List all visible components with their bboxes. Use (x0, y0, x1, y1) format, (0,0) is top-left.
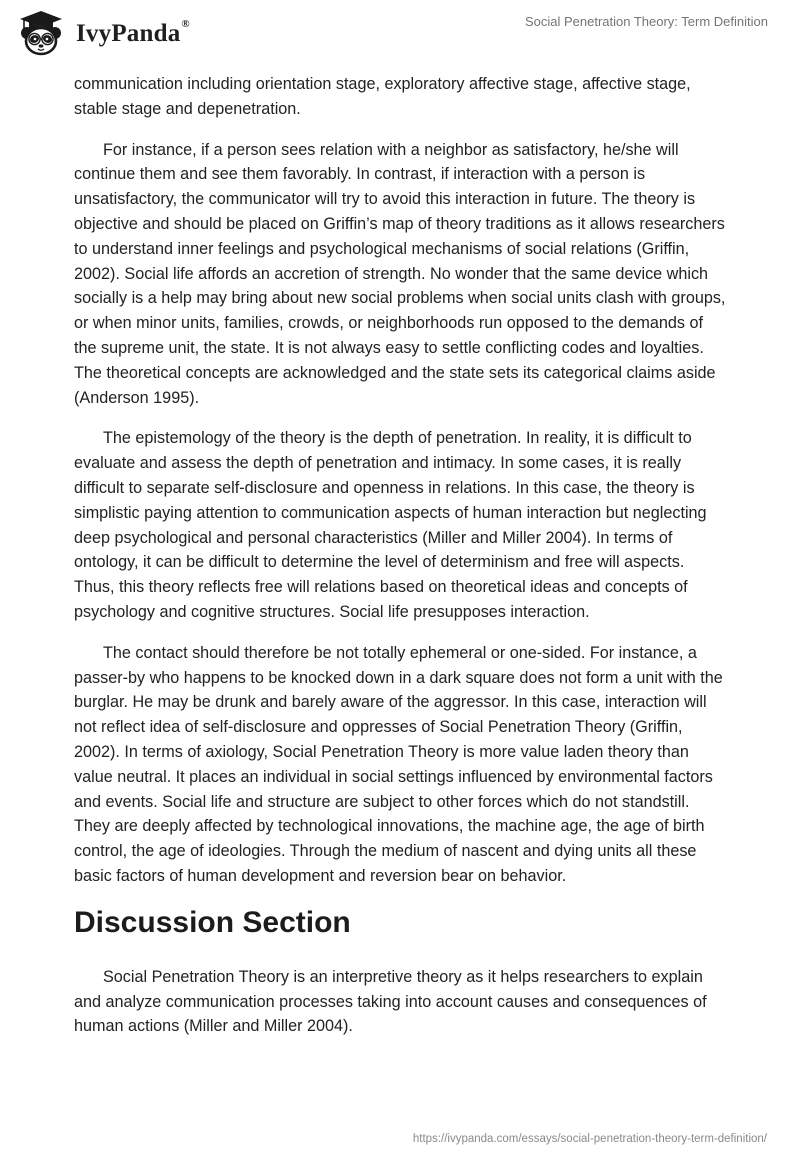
paragraph: Social Penetration Theory is an interpretive theory as it helps researchers to explain and analyze communication processes taking into account causes and consequences of human actions (Miller and Miller 2004). (74, 967, 707, 1036)
paragraph-continuation: communication including orientation stage, exploratory affective stage, affective stage, stable stage and depenetration. (74, 75, 691, 118)
brand-name-text: IvyPanda (76, 19, 181, 47)
brand-name (76, 17, 190, 47)
paragraph: The contact should therefore be not totally ephemeral or one-sided. For instance, a passer-by who happens to be knocked down in a dark square does not form a unit with the burglar. He may be drunk and barely aware of the aggressor. In this case, interaction will not reflect idea of self-disclosure and oppresses of Social Penetration Theory (Griffin, 2002). In terms of axiology, Social Penetration Theory is more value laden theory than value neutral. It places an individual in social settings influenced by environmental factors and events. Social life and structure are subject to other forces which do not standstill. They are deeply affected by technological innovations, the machine age, the age of birth control, the age of ideologies. Through the medium of nascent and dying units all these basic factors of human development and reversion bear on behavior. (74, 643, 723, 885)
brand-logo[interactable] (14, 8, 190, 58)
paragraph: The epistemology of the theory is the depth of penetration. In reality, it is difficult to evaluate and assess the depth of penetration and intimacy. In some cases, it is really difficult to separate self-disclosure and openness in relations. In this case, the theory is simplistic paying attention to communication aspects of human interaction but neglecting deep psychological and personal characteristics (Miller and Miller 2004). In terms of ontology, it can be difficult to determine the level of determinism and free will aspects. Thus, this theory reflects free will relations based on theoretical ideas and concepts of psychology and cognitive structures. Social life presupposes interaction. (74, 429, 707, 621)
article-body (74, 72, 728, 1055)
source-url[interactable]: https://ivypanda.com/essays/social-penetration-theory-term-definition/ (412, 1133, 767, 1145)
registered-mark: ® (181, 17, 190, 30)
panda-graduate-icon (14, 8, 70, 58)
paragraph: For instance, if a person sees relation with a neighbor as satisfactory, he/she will continue them and see them favorably. In contrast, if interaction with a person is unsatisfactory, the communicator will try to avoid this interaction in future. The theory is objective and should be placed on Griffin’s map of theory traditions as it allows researchers to understand inner feelings and psychological mechanisms of social relations (Griffin, 2002). Social life affords an accretion of strength. No wonder that the same device which socially is a help may bring about new social problems when social units clash with groups, or when minor units, families, crowds, or neighborhoods run opposed to the demands of the supreme unit, the state. It is not always easy to settle conflicting codes and loyalties. The theoretical concepts are acknowledged and the state sets its categorical claims aside (Anderson 1995). (74, 140, 726, 407)
page-header (0, 0, 800, 60)
section-heading-discussion: Discussion Section (74, 905, 351, 939)
document-title: Social Penetration Theory: Term Definition (524, 14, 768, 29)
